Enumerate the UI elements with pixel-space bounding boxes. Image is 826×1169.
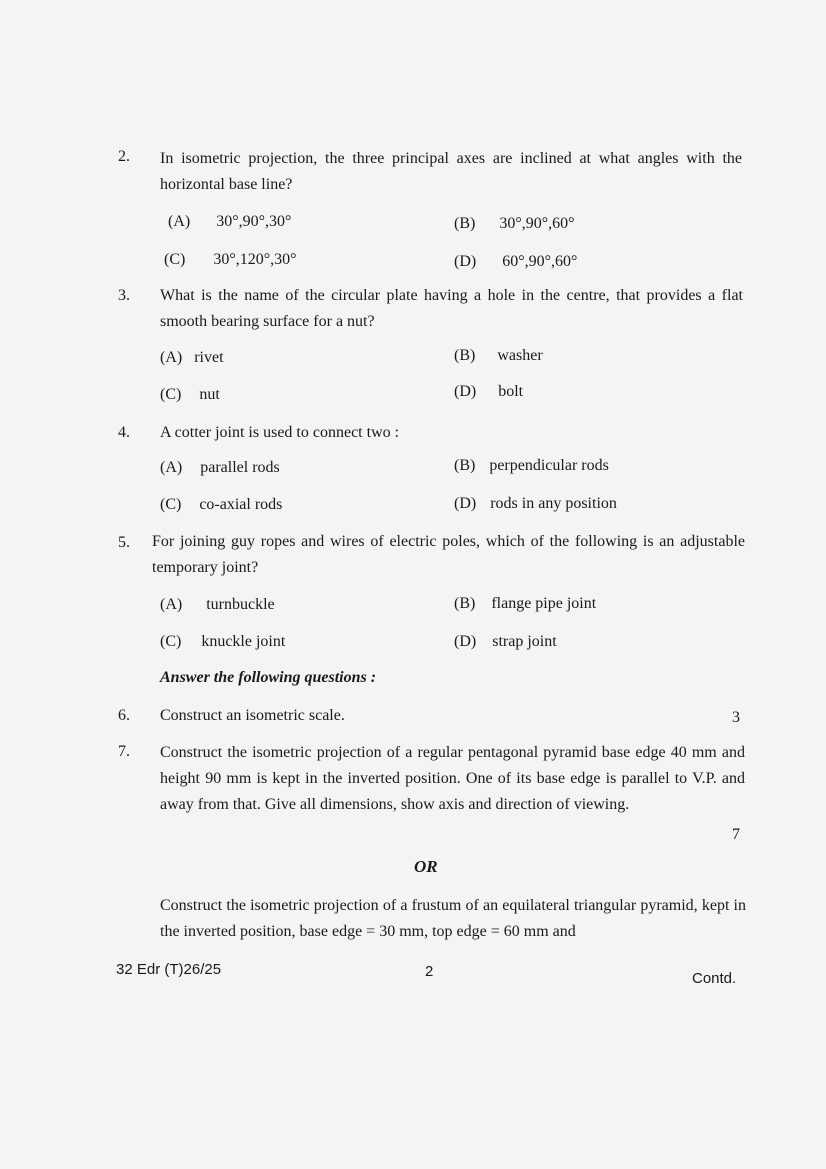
page-number: 2 [425,963,434,980]
option-label: (A) [168,213,191,230]
option-label: (B) [454,595,476,612]
question-2-option-d [454,253,577,271]
option-text: 30°,90°,60° [499,215,575,232]
option-label: (A) [160,459,183,476]
question-4-option-c [160,496,282,514]
question-5-option-b [454,595,596,613]
option-text: perpendicular rods [489,457,609,474]
question-6-number: 6. [118,707,130,724]
option-text: 30°,90°,30° [216,213,292,230]
paper-code: 32 Edr (T)26/25 [116,961,222,978]
option-text: washer [497,347,543,364]
question-2-option-a [168,213,291,231]
option-label: (B) [454,457,476,474]
option-text: co-axial rods [199,496,283,513]
option-text: 30°,120°,30° [213,251,297,268]
question-5-option-a [160,596,275,614]
question-3-text: What is the name of the circular plate having a hole in the centre, that provides a flat smooth bearing surface for a nut? [160,287,743,330]
question-2-option-b [454,215,575,233]
option-text: knuckle joint [201,633,286,650]
question-2-option-c [164,251,297,269]
question-2-text: In isometric projection, the three principal axes are inclined at what angles with the horizontal base line? [160,150,742,193]
question-6-text: Construct an isometric scale. [160,707,345,724]
option-text: 60°,90°,60° [502,253,578,270]
question-7-text: Construct the isometric projection of a regular pentagonal pyramid base edge 40 mm and height 90 mm is kept in the inverted position. One of its base edge is parallel to V.P. and away from that. Give all dimensions, show axis and direction of viewing. [160,744,745,813]
option-label: (A) [160,596,183,613]
option-text: turnbuckle [206,596,275,613]
question-5-option-c [160,633,285,651]
option-label: (D) [454,253,477,270]
option-text: flange pipe joint [491,595,597,612]
option-label: (C) [160,496,182,513]
question-5-number: 5. [118,534,130,551]
or-label: OR [414,857,438,876]
question-3-option-c [160,386,220,404]
question-7-number: 7. [118,743,130,760]
question-4-option-a [160,459,280,477]
question-3-option-a [160,349,224,367]
question-4-option-d [454,495,617,513]
section-heading: Answer the following questions : [160,669,377,686]
option-label: (A) [160,349,183,366]
question-2-number: 2. [118,148,130,165]
question-5-option-d [454,633,557,651]
question-3-number: 3. [118,287,130,304]
option-label: (B) [454,215,476,232]
question-6-marks: 3 [732,709,740,726]
option-label: (D) [454,495,477,512]
question-4-text: A cotter joint is used to connect two : [160,424,400,441]
question-3-option-b [454,347,543,365]
option-text: parallel rods [200,459,280,476]
option-label: (D) [454,633,477,650]
option-text: nut [199,386,220,403]
option-text: strap joint [492,633,557,650]
option-label: (C) [160,386,182,403]
option-text: rods in any position [490,495,617,512]
option-label: (D) [454,383,477,400]
continued-label: Contd. [692,970,737,987]
option-label: (C) [164,251,186,268]
option-text: bolt [498,383,524,400]
question-5-text: For joining guy ropes and wires of electric poles, which of the following is an adjustable temporary joint? [152,533,745,576]
question-3-option-d [454,383,523,401]
option-text: rivet [194,349,224,366]
question-4-option-b [454,457,609,475]
question-7-alternative-text: Construct the isometric projection of a frustum of an equilateral triangular pyramid, kept in the inverted position, base edge = 30 mm, top edge = 60 mm and [160,897,746,940]
option-label: (C) [160,633,182,650]
option-label: (B) [454,347,476,364]
question-7-marks: 7 [732,826,740,843]
question-4-number: 4. [118,424,130,441]
